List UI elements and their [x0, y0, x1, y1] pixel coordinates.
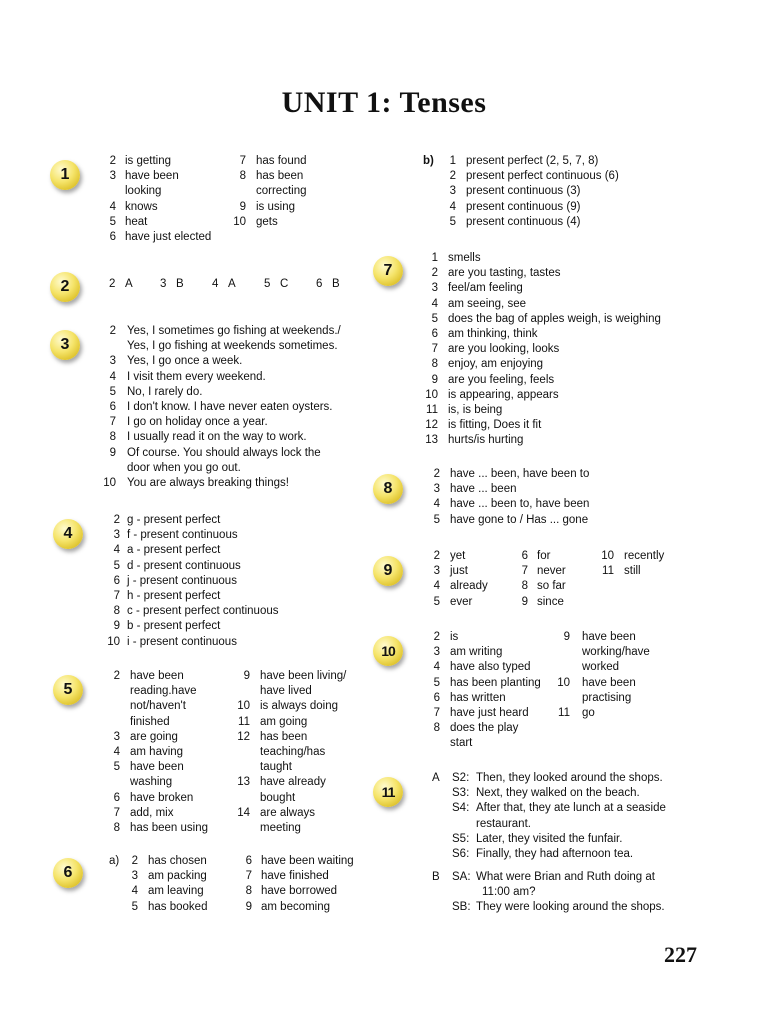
part-label-a: A — [432, 772, 440, 784]
answer-number: 9 — [243, 670, 250, 682]
answer-text: is — [450, 631, 459, 643]
answer-text: You are always breaking things! — [127, 477, 289, 489]
dialogue-line: 11:00 am? — [482, 886, 536, 899]
answer-text: A — [228, 278, 236, 290]
answer-text: No, I rarely do. — [127, 385, 203, 398]
answer-number: 4 — [109, 370, 116, 383]
answer-number: 8 — [109, 431, 116, 444]
answer-number: 3 — [113, 730, 120, 743]
answer-number: 11 — [426, 404, 438, 416]
answer-number: 5 — [264, 278, 271, 290]
answer-number: 10 — [103, 477, 116, 489]
answer-text: never — [537, 565, 566, 578]
exercise-badge-10: 10 — [373, 636, 403, 666]
exercise-badge-11: 11 — [373, 777, 403, 807]
answer-text: I go on holiday once a year. — [127, 416, 268, 429]
answer-text: go — [582, 707, 595, 719]
exercise-badge-4: 4 — [53, 519, 83, 549]
answer-number: 9 — [563, 631, 570, 643]
answer-number: 11 — [602, 565, 614, 578]
answer-text: knows — [125, 200, 158, 213]
exercise-badge-2: 2 — [50, 272, 80, 302]
answer-text: am becoming — [261, 900, 331, 913]
answer-number: 10 — [557, 676, 570, 689]
answer-number: 12 — [425, 419, 438, 432]
answer-number: 5 — [433, 676, 440, 689]
answer-text: has booked — [148, 900, 208, 913]
answer-text: have ... been — [450, 483, 517, 496]
speaker-label: SA: — [452, 871, 471, 883]
answer-number: 8 — [113, 822, 120, 834]
answer-text: Yes, I go once a week. — [127, 355, 243, 368]
answer-number: 1 — [431, 252, 438, 264]
answer-text: h - present perfect — [127, 590, 221, 602]
answer-text: have finished — [261, 870, 329, 883]
answer-number: 7 — [521, 565, 528, 578]
answer-text: bought — [260, 791, 296, 804]
answer-number: 8 — [245, 885, 252, 898]
answer-text: are always — [260, 806, 315, 819]
answer-text: A — [125, 278, 133, 290]
answer-text: am packing — [148, 870, 207, 883]
answer-text: worked — [582, 661, 620, 674]
answer-number: 4 — [433, 580, 440, 593]
answer-number: 8 — [239, 170, 246, 183]
part-label-b: B — [432, 871, 440, 883]
answer-number: 8 — [521, 580, 528, 593]
answer-number: 6 — [113, 574, 120, 587]
answer-text: have gone to / Has ... gone — [450, 513, 589, 526]
answer-text: for — [537, 550, 551, 562]
answer-text: just — [450, 565, 468, 578]
answer-text: heat — [125, 215, 148, 228]
answer-number: 5 — [433, 513, 440, 526]
answer-number: 2 — [433, 468, 440, 480]
answer-number: 8 — [431, 358, 438, 371]
answer-text: B — [176, 278, 184, 290]
answer-number: 6 — [431, 328, 438, 340]
answer-text: have also typed — [450, 661, 531, 674]
page-number: 227 — [664, 942, 697, 967]
answer-text: have been waiting — [261, 855, 354, 867]
answer-number: 6 — [109, 231, 116, 243]
answer-number: 3 — [431, 282, 438, 295]
answer-number: 8 — [433, 722, 440, 735]
dialogue-line: After that, they ate lunch at a seaside — [476, 802, 666, 815]
dialogue-line: What were Brian and Ruth doing at — [476, 871, 655, 883]
answer-text: Yes, I go fishing at weekends sometimes. — [127, 340, 338, 353]
answer-number: 11 — [558, 707, 570, 719]
answer-number: 7 — [245, 870, 252, 883]
answer-text: have been — [582, 676, 636, 689]
answer-text: am writing — [450, 646, 503, 659]
answer-number: 4 — [109, 200, 116, 213]
answer-text: are you tasting, tastes — [448, 267, 561, 280]
part-label-a: a) — [109, 855, 120, 867]
answer-text: have been — [582, 631, 636, 643]
speaker-label: SB: — [452, 901, 471, 914]
exercise-badge-5: 5 — [53, 675, 83, 705]
dialogue-line: Finally, they had afternoon tea. — [476, 848, 634, 860]
answer-number: 4 — [449, 200, 456, 213]
answer-text: am leaving — [148, 885, 204, 898]
answer-number: 8 — [113, 605, 120, 618]
answer-number: 2 — [433, 550, 440, 562]
answer-text: have ... been to, have been — [450, 498, 590, 511]
answer-number: 3 — [131, 870, 138, 883]
answer-text: washing — [130, 776, 173, 789]
answer-number: 2 — [433, 631, 440, 643]
dialogue-line: Next, they walked on the beach. — [476, 787, 640, 800]
answer-number: 6 — [113, 791, 120, 804]
answer-text: I don't know. I have never eaten oysters. — [127, 401, 333, 413]
answer-number: 10 — [601, 550, 614, 562]
answer-text: have been — [125, 170, 179, 183]
answer-number: 2 — [449, 170, 456, 183]
dialogue-line: Then, they looked around the shops. — [476, 772, 663, 784]
answer-number: 4 — [113, 544, 120, 557]
answer-number: 3 — [433, 565, 440, 578]
part-label-b: b) — [423, 155, 434, 167]
answer-text: are you looking, looks — [448, 343, 560, 356]
answer-number: 10 — [107, 635, 120, 648]
exercise-badge-6: 6 — [53, 858, 83, 888]
answer-number: 4 — [433, 661, 440, 674]
answer-text: smells — [448, 252, 481, 264]
answer-text: present perfect (2, 5, 7, 8) — [466, 155, 599, 167]
answer-text: has been planting — [450, 676, 541, 689]
exercise-badge-9: 9 — [373, 556, 403, 586]
answer-text: is getting — [125, 155, 172, 167]
answer-text: a - present perfect — [127, 544, 221, 557]
answer-number: 4 — [431, 297, 438, 310]
answer-text: is using — [256, 200, 295, 213]
answer-text: is appearing, appears — [448, 388, 559, 401]
answer-text: gets — [256, 215, 278, 228]
page-title: UNIT 1: Tenses — [281, 86, 487, 119]
answer-number: 6 — [109, 401, 116, 413]
answer-number: 14 — [237, 806, 250, 819]
answer-text: looking — [125, 185, 162, 198]
answer-number: 9 — [109, 446, 116, 459]
answer-number: 3 — [433, 483, 440, 496]
answer-text: is, is being — [448, 404, 503, 416]
answer-number: 2 — [113, 670, 120, 682]
answer-text: has been using — [130, 822, 209, 834]
answer-text: have lived — [260, 685, 312, 698]
answer-number: 2 — [131, 855, 138, 867]
answer-text: have just heard — [450, 707, 529, 719]
dialogue-line: Later, they visited the funfair. — [476, 832, 623, 845]
answer-text: j - present continuous — [127, 574, 237, 587]
answer-number: 9 — [521, 595, 528, 608]
answer-text: d - present continuous — [127, 559, 241, 572]
answer-text: have just elected — [125, 231, 212, 243]
answer-text: add, mix — [130, 806, 174, 819]
answer-number: 6 — [521, 550, 528, 562]
answer-text: c - present perfect continuous — [127, 605, 279, 618]
speaker-label: S2: — [452, 772, 470, 784]
answer-text: has found — [256, 155, 307, 167]
answer-text: have been — [130, 670, 184, 682]
answer-text: have broken — [130, 791, 194, 804]
answer-text: since — [537, 595, 564, 608]
answer-text: reading.have — [130, 685, 197, 698]
answer-number: 9 — [431, 373, 438, 386]
answer-number: 2 — [431, 267, 438, 280]
answer-number: 11 — [238, 715, 250, 728]
answer-text: have ... been, have been to — [450, 468, 590, 480]
answer-text: present continuous (9) — [466, 200, 581, 213]
answer-text: finished — [130, 715, 170, 728]
answer-text: hurts/is hurting — [448, 434, 524, 447]
answer-text: is always doing — [260, 700, 338, 713]
answer-text: start — [450, 737, 473, 750]
answer-text: Of course. You should always lock the — [127, 446, 321, 459]
answer-number: 3 — [433, 646, 440, 659]
answer-number: 5 — [449, 215, 456, 228]
answer-text: Yes, I sometimes go fishing at weekends./ — [127, 325, 341, 337]
answer-text: feel/am feeling — [448, 282, 523, 295]
answer-number: 3 — [109, 355, 116, 368]
answer-number: 2 — [113, 514, 120, 526]
answer-number: 4 — [113, 746, 120, 758]
answer-text: present perfect continuous (6) — [466, 170, 619, 183]
answer-text: is fitting, Does it fit — [448, 419, 542, 432]
answer-text: am seeing, see — [448, 297, 526, 310]
answer-number: 4 — [212, 278, 219, 290]
exercise-badge-8: 8 — [373, 474, 403, 504]
answer-text: correcting — [256, 185, 307, 198]
answer-number: 7 — [113, 590, 120, 602]
answer-text: enjoy, am enjoying — [448, 358, 544, 371]
answer-text: has chosen — [148, 855, 207, 867]
answer-text: are you feeling, feels — [448, 373, 555, 386]
answer-text: am thinking, think — [448, 328, 538, 340]
answer-text: does the bag of apples weigh, is weighing — [448, 312, 661, 325]
answer-text: have already — [260, 776, 326, 789]
answer-text: am going — [260, 715, 308, 728]
answer-number: 7 — [113, 806, 120, 819]
exercise-badge-1: 1 — [50, 160, 80, 190]
answer-number: 7 — [109, 416, 116, 429]
answer-text: so far — [537, 580, 566, 593]
answer-number: 5 — [109, 215, 116, 228]
answer-text: am having — [130, 746, 184, 758]
dialogue-line: They were looking around the shops. — [476, 901, 665, 914]
answer-number: 7 — [239, 155, 246, 167]
answer-text: taught — [260, 761, 292, 774]
answer-text: are going — [130, 730, 178, 743]
answer-text: b - present perfect — [127, 620, 221, 633]
answer-number: 3 — [449, 185, 456, 198]
answer-number: 12 — [237, 730, 250, 743]
answer-number: 10 — [425, 388, 438, 401]
answer-text: not/haven't — [130, 700, 186, 713]
answer-number: 4 — [433, 498, 440, 511]
answer-text: has been — [256, 170, 304, 183]
answer-text: I usually read it on the way to work. — [127, 431, 307, 444]
answer-number: 13 — [237, 776, 250, 789]
answer-text: B — [332, 278, 340, 290]
dialogue-line: restaurant. — [476, 817, 531, 830]
answer-text: C — [280, 278, 289, 290]
answer-number: 5 — [433, 595, 440, 608]
answer-text: ever — [450, 595, 473, 608]
answer-number: 3 — [109, 170, 116, 183]
answer-number: 2 — [109, 278, 116, 290]
answer-text: have been — [130, 761, 184, 774]
answer-text: does the play — [450, 722, 519, 735]
answer-number: 5 — [113, 761, 120, 774]
answer-text: has been — [260, 730, 308, 743]
answer-number: 6 — [245, 855, 252, 867]
speaker-label: S4: — [452, 802, 470, 815]
answer-text: I visit them every weekend. — [127, 370, 266, 383]
answer-text: recently — [624, 550, 665, 562]
answer-text: have borrowed — [261, 885, 338, 898]
answer-number: 3 — [160, 278, 167, 290]
speaker-label: S3: — [452, 787, 470, 800]
answer-number: 10 — [237, 700, 250, 713]
exercise-badge-3: 3 — [50, 330, 80, 360]
answer-text: i - present continuous — [127, 635, 237, 648]
answer-number: 4 — [131, 885, 138, 898]
answer-number: 5 — [131, 900, 138, 913]
answer-text: have been living/ — [260, 670, 347, 682]
answer-text: f - present continuous — [127, 529, 238, 542]
exercise-badge-7: 7 — [373, 256, 403, 286]
answer-text: door when you go out. — [127, 461, 241, 474]
speaker-label: S6: — [452, 848, 470, 860]
answer-text: working/have — [582, 646, 650, 659]
answer-number: 7 — [433, 707, 440, 719]
answer-text: yet — [450, 550, 466, 562]
answer-text: still — [624, 565, 641, 578]
answer-text: practising — [582, 691, 632, 704]
speaker-label: S5: — [452, 832, 470, 845]
answer-number: 9 — [113, 620, 120, 633]
answer-text: has written — [450, 691, 506, 704]
answer-number: 2 — [109, 155, 116, 167]
answer-number: 6 — [433, 691, 440, 704]
answer-text: present continuous (3) — [466, 185, 581, 198]
answer-number: 9 — [245, 900, 252, 913]
answer-text: present continuous (4) — [466, 215, 581, 228]
answer-text: already — [450, 580, 488, 593]
answer-text: meeting — [260, 822, 301, 834]
answer-number: 9 — [239, 200, 246, 213]
answer-number: 5 — [109, 385, 116, 398]
answer-number: 1 — [449, 155, 456, 167]
answer-number: 6 — [316, 278, 323, 290]
answer-number: 3 — [113, 529, 120, 542]
answer-text: teaching/has — [260, 746, 326, 758]
answer-number: 10 — [233, 215, 246, 228]
answer-number: 7 — [431, 343, 438, 356]
answer-number: 5 — [113, 559, 120, 572]
answer-number: 5 — [431, 312, 438, 325]
answer-number: 13 — [425, 434, 438, 447]
answer-number: 2 — [109, 325, 116, 337]
answer-text: g - present perfect — [127, 514, 221, 526]
